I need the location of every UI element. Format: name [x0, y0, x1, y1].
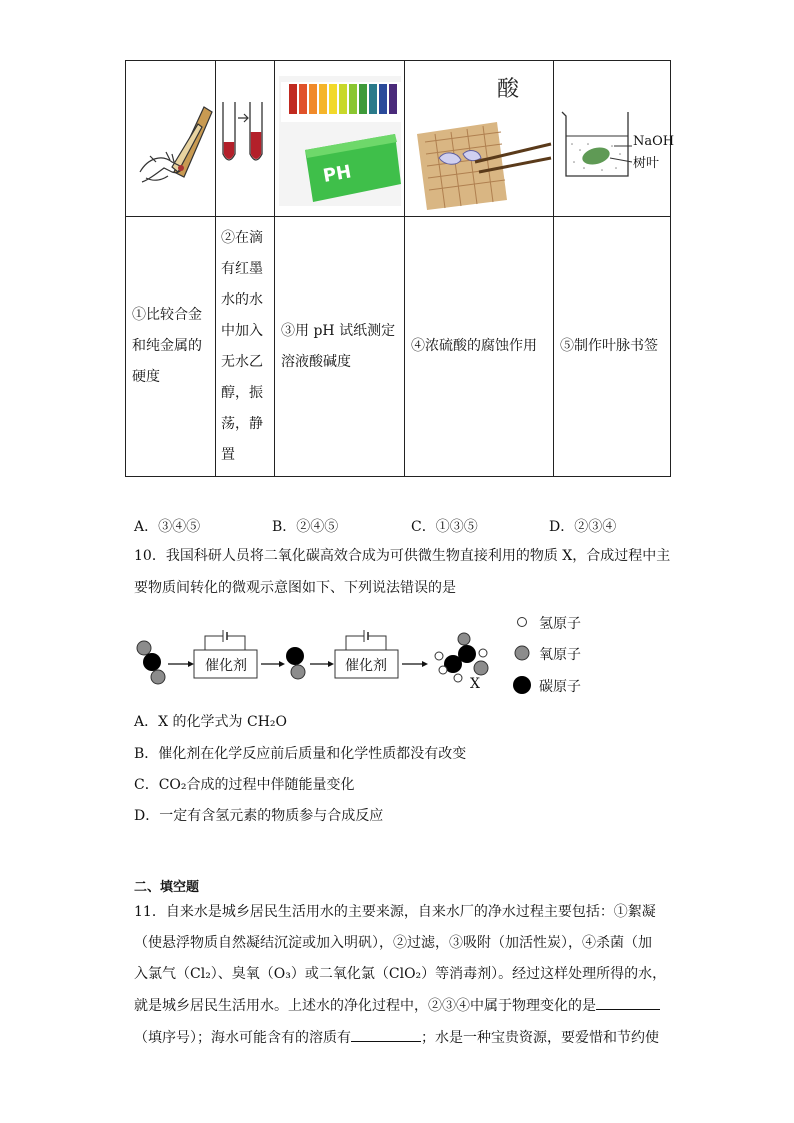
experiment-table — [125, 60, 675, 477]
q11-line3: 入氯气（Cl₂）、臭氧（O₃）或二氧化氯（ClO₂）等消毒剂）。经过这样处理所得的水， — [134, 966, 667, 982]
reaction-diagram — [130, 612, 510, 694]
q10-stem-line1: 10．我国科研人员将二氧化碳高效合成为可供微生物直接利用的物质 X，合成过程中主 — [134, 548, 671, 564]
experiment-desc-5: ⑤制作叶脉书签 — [560, 338, 658, 354]
legend-carbon: 碳原子 — [539, 679, 581, 695]
q10-option-c: C．CO₂合成的过程中伴随能量变化 — [134, 777, 355, 793]
section-title: 二、填空题 — [134, 880, 200, 895]
test-tubes-illustration — [216, 61, 275, 217]
catalyst-label-2: 催化剂 — [345, 658, 387, 674]
q11-line5b-text: ；水是一种宝贵资源，要爱惜和节约使 — [421, 1030, 659, 1046]
experiment-desc-4: ④浓硫酸的腐蚀作用 — [411, 338, 537, 354]
q9-option-c: C．①③⑤ — [411, 519, 478, 535]
molecule-x-label: X — [470, 676, 480, 692]
experiment-desc-3: ③用 pH 试纸测定溶液酸碱度 — [281, 322, 396, 370]
hardness-compare-illustration — [126, 61, 216, 217]
paper-acid-text: 酸 — [497, 76, 520, 102]
answer-blank-1[interactable] — [596, 995, 660, 1010]
q10-option-a: A．X 的化学式为 CH₂O — [134, 714, 287, 730]
catalyst-label-1: 催化剂 — [205, 658, 247, 674]
q9-option-d: D．②③④ — [549, 519, 617, 535]
q11-line1: 11．自来水是城乡居民生活用水的主要来源，自来水厂的净水过程主要包括：①絮凝 — [134, 904, 656, 920]
q10-option-b: B．催化剂在化学反应前后质量和化学性质都没有改变 — [134, 746, 467, 762]
answer-blank-2[interactable] — [351, 1027, 421, 1042]
naoh-label: NaOH — [633, 134, 675, 149]
atom-legend-icons — [510, 612, 534, 698]
experiment-desc-2: ②在滴有红墨水的水中加入无水乙醇，振荡，静置 — [221, 229, 263, 463]
q11-line4-text: 就是城乡居民生活用水。上述水的净化过程中，②③④中属于物理变化的是 — [134, 998, 596, 1014]
legend-oxygen: 氧原子 — [539, 647, 581, 663]
experiment-desc-1: ①比较合金和纯金属的硬度 — [132, 307, 202, 385]
ph-paper-illustration — [275, 61, 405, 217]
q10-option-d: D．一定有含氢元素的物质参与合成反应 — [134, 808, 384, 824]
legend-hydrogen: 氢原子 — [539, 616, 581, 632]
leaf-label: 树叶 — [633, 156, 660, 171]
q11-line5 — [134, 1027, 659, 1048]
q11-line2: （使悬浮物质自然凝结沉淀或加入明矾），②过滤，③吸附（加活性炭），④杀菌（加 — [134, 935, 652, 951]
q10-stem-line2: 要物质间转化的微观示意图如下、下列说法错误的是 — [134, 580, 456, 596]
q11-line5a-text: （填序号）；海水可能含有的溶质有 — [134, 1030, 351, 1046]
acid-corrosion-illustration — [405, 61, 554, 217]
leaf-beaker-illustration — [554, 61, 675, 217]
q9-option-b: B．②④⑤ — [272, 519, 339, 535]
description-row — [126, 217, 671, 477]
ph-box-label: PH — [321, 160, 353, 187]
image-row — [126, 61, 671, 217]
q11-line4 — [134, 995, 660, 1016]
q9-option-a: A．③④⑤ — [134, 519, 201, 535]
